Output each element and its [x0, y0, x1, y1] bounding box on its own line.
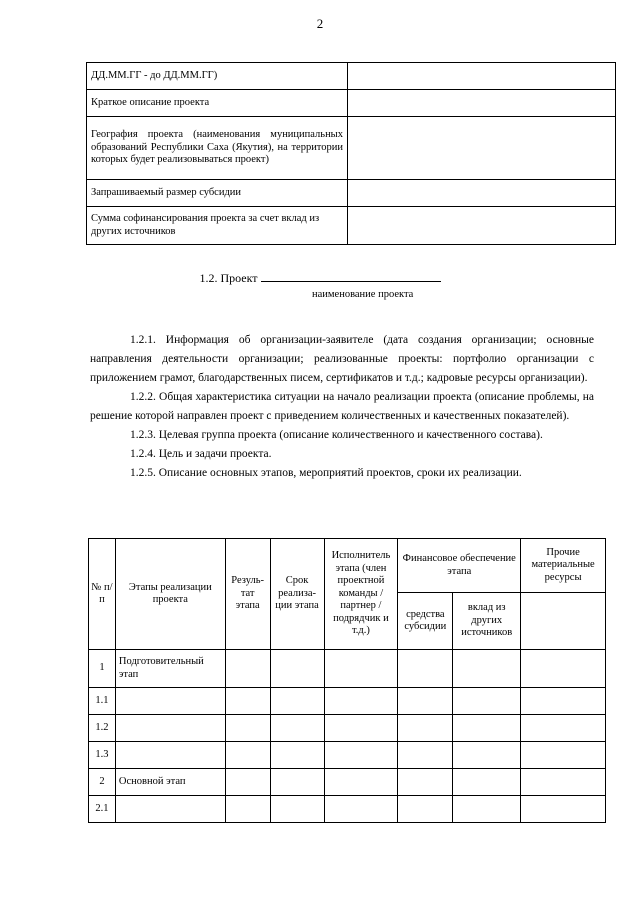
paragraph-1-2-3: 1.2.3. Целевая группа проекта (описание количественного и качественного состава). — [130, 429, 543, 441]
project-heading-line — [0, 271, 640, 286]
paragraph-1-2-1: 1.2.1. Информация об организации-заявителе (дата создания организации; основные направления деятельности организации; реализованные проекты: портфолио организации с приложением грамот, благодарственных писем, сертификатов и т.д.; кадровые ресурсы организации). — [90, 334, 594, 384]
project-name-caption: наименование проекта — [312, 289, 414, 300]
table-row — [89, 796, 606, 823]
paragraph-1-2-4: 1.2.4. Цель и задачи проекта. — [130, 448, 272, 460]
row-num: 1.3 — [89, 742, 116, 769]
table-row — [87, 117, 616, 180]
row-num: 1 — [89, 650, 116, 688]
info-value-cofinancing — [348, 207, 616, 245]
info-label-dates: ДД.ММ.ГГ - до ДД.ММ.ГГ) — [87, 63, 348, 90]
header-result: Резуль-тат этапа — [225, 539, 270, 650]
row-stage-name — [115, 715, 225, 742]
row-stage-name — [115, 688, 225, 715]
info-value-description — [348, 90, 616, 117]
table-row — [89, 742, 606, 769]
info-label-description: Краткое описание проекта — [87, 90, 348, 117]
table-row — [87, 207, 616, 245]
header-num: № п/п — [89, 539, 116, 650]
header-other-resources-sub — [521, 593, 606, 650]
table-row — [87, 180, 616, 207]
row-stage-name: Подготовительный этап — [115, 650, 225, 688]
row-stage-name: Основной этап — [115, 769, 225, 796]
header-finance: Финансовое обеспечение этапа — [398, 539, 521, 593]
table-row — [87, 63, 616, 90]
project-info-table — [86, 62, 616, 245]
info-label-subsidy: Запрашиваемый размер субсидии — [87, 180, 348, 207]
info-label-cofinancing: Сумма софинансирования проекта за счет вклад из других источников — [87, 207, 348, 245]
section-body — [90, 331, 594, 483]
table-row — [89, 769, 606, 796]
paragraph-1-2-2: 1.2.2. Общая характеристика ситуации на начало реализации проекта (описание проблемы, на решение которой направлен проект с приведением количественных и качественных показателей). — [90, 391, 594, 422]
project-heading: 1.2. Проект — [199, 271, 258, 285]
info-value-subsidy — [348, 180, 616, 207]
row-stage-name — [115, 796, 225, 823]
header-stages: Этапы реализации проекта — [115, 539, 225, 650]
page-number: 2 — [316, 16, 324, 31]
info-label-geography: География проекта (наименования муниципальных образований Республики Саха (Якутия), на территории которых будет реализовываться проект) — [87, 117, 348, 180]
row-num: 1.2 — [89, 715, 116, 742]
info-value-geography — [348, 117, 616, 180]
project-name-blank — [261, 271, 441, 282]
row-num: 1.1 — [89, 688, 116, 715]
row-num: 2 — [89, 769, 116, 796]
row-num: 2.1 — [89, 796, 116, 823]
table-row — [89, 688, 606, 715]
header-other-resources: Прочие материальные ресурсы — [521, 539, 606, 593]
project-stages-table — [88, 538, 606, 823]
header-finance-subsidy: средства субсидии — [398, 593, 453, 650]
header-term: Срок реализа-ции этапа — [270, 539, 324, 650]
header-finance-other: вклад из других источников — [453, 593, 521, 650]
row-stage-name — [115, 742, 225, 769]
table-row — [89, 650, 606, 688]
info-value-dates — [348, 63, 616, 90]
header-executor: Исполнитель этапа (член проектной команды / партнер / подрядчик и т.д.) — [324, 539, 398, 650]
paragraph-1-2-5: 1.2.5. Описание основных этапов, мероприятий проектов, сроки их реализации. — [130, 467, 522, 479]
table-row — [89, 715, 606, 742]
table-row — [87, 90, 616, 117]
